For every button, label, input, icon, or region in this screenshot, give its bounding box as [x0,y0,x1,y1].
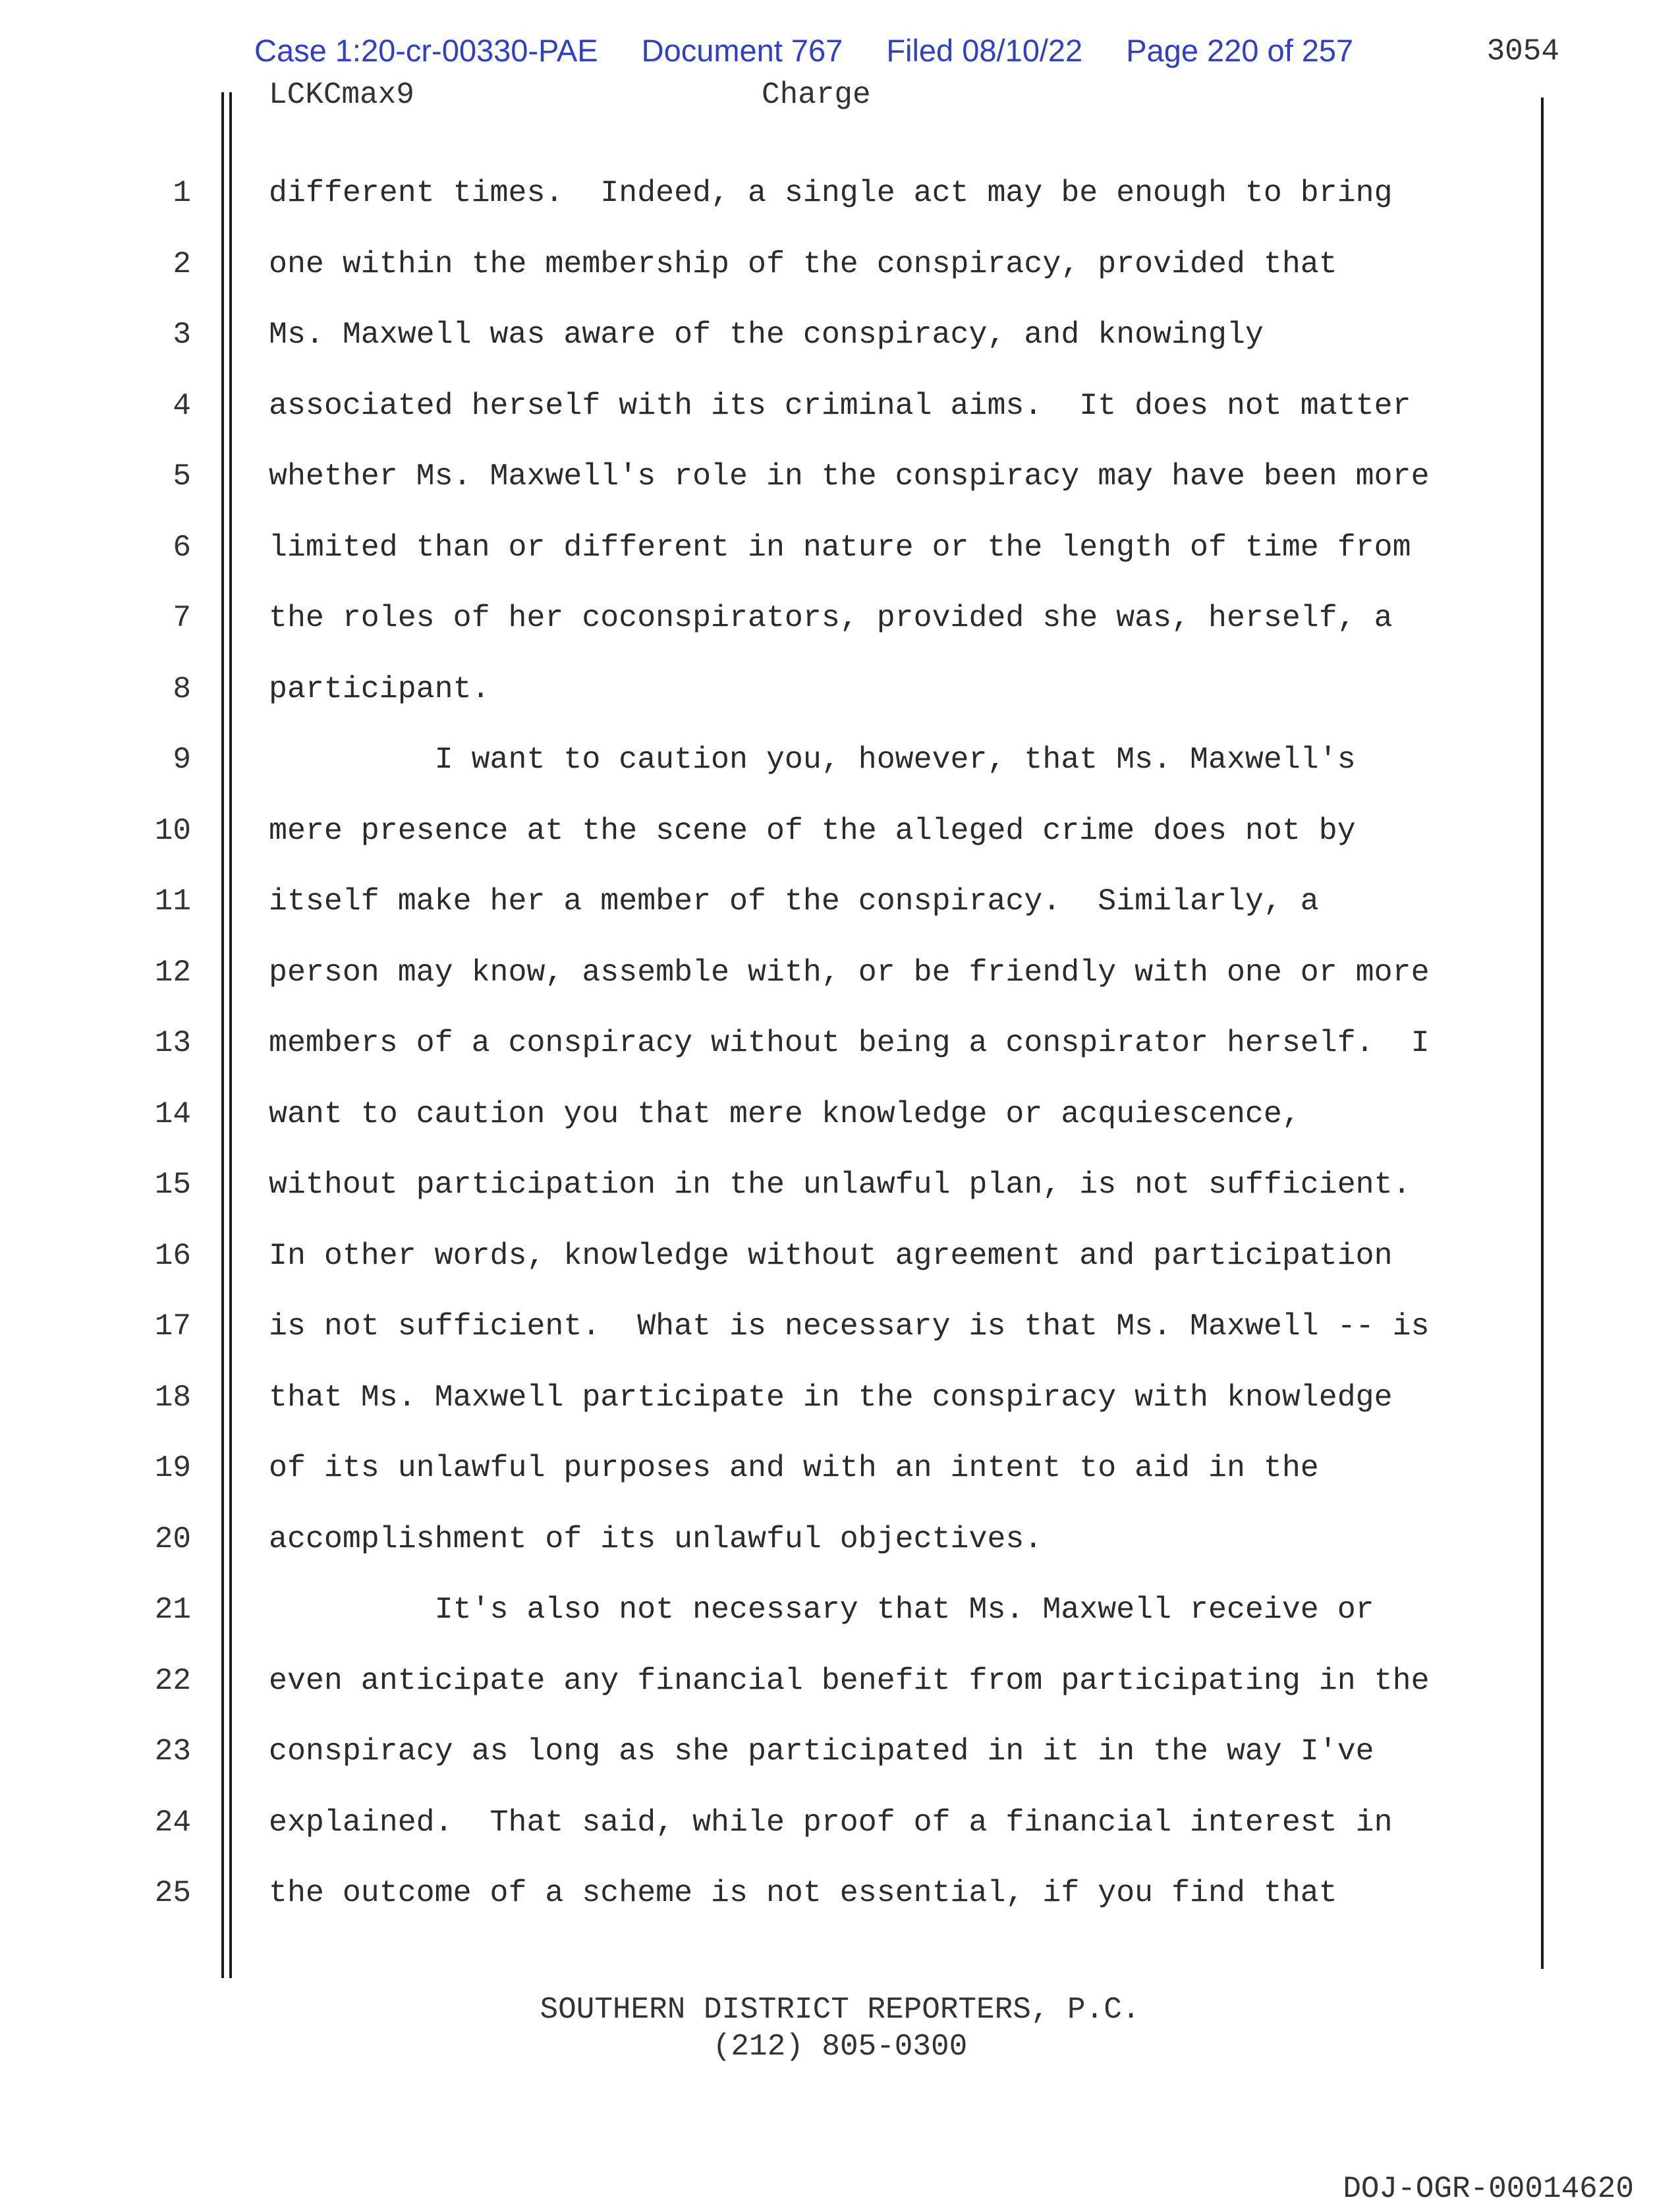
transcript-line [0,1803,1680,1856]
running-head-title: Charge [762,78,871,112]
line-number: 11 [154,884,191,919]
line-text: I want to caution you, however, that Ms. Maxwell's [269,742,1356,777]
line-number: 18 [154,1380,191,1415]
transcript-line [0,457,1680,510]
line-text: different times. Indeed, a single act may be enough to bring [269,175,1393,210]
line-number: 5 [173,459,191,494]
line-text: without participation in the unlawful plan, is not sufficient. [269,1167,1411,1202]
line-text: participant. [269,671,490,706]
line-number: 24 [154,1805,191,1840]
transcript-line [0,1591,1680,1643]
bates-number: DOJ-OGR-00014620 [1343,2172,1634,2206]
line-text: explained. That said, while proof of a financial interest in [269,1804,1393,1840]
filed-date: Filed 08/10/22 [886,32,1083,68]
line-number: 20 [154,1521,191,1556]
transcript-line [0,741,1680,793]
line-text: Ms. Maxwell was aware of the conspiracy, and knowingly [269,317,1264,352]
line-number: 1 [173,176,191,210]
line-number: 8 [173,671,191,706]
running-head-code: LCKCmax9 [269,78,414,112]
transcript-line [0,1874,1680,1927]
line-text: want to caution you that mere knowledge or acquiescence, [269,1096,1301,1131]
line-number: 21 [154,1593,191,1627]
line-number: 15 [154,1168,191,1202]
transcript-line [0,1520,1680,1573]
transcript-line [0,1166,1680,1218]
line-text: limited than or different in nature or the length of time from [269,529,1411,565]
line-number: 25 [154,1876,191,1910]
footer-reporter-phone: (212) 805-0300 [712,2029,968,2064]
transcript-line [0,174,1680,227]
transcript-line [0,245,1680,298]
line-number: 4 [173,388,191,423]
case-number: Case 1:20-cr-00330-PAE [254,32,598,68]
ecf-header-stamp [254,29,1353,71]
line-number: 23 [154,1734,191,1769]
line-number: 7 [173,601,191,635]
transcript-line [0,1307,1680,1360]
transcript-line [0,528,1680,581]
line-number: 3 [173,318,191,352]
line-number: 9 [173,743,191,777]
line-text: It's also not necessary that Ms. Maxwell receive or [269,1592,1374,1627]
line-text: person may know, assemble with, or be friendly with one or more [269,954,1430,990]
transcript-line [0,1378,1680,1431]
line-text: conspiracy as long as she participated in it in the way I've [269,1734,1374,1769]
footer-reporter-name: SOUTHERN DISTRICT REPORTERS, P.C. [540,1993,1140,2027]
transcript-line [0,599,1680,652]
line-text: even anticipate any financial benefit from participating in the [269,1662,1430,1698]
transcript-line [0,812,1680,865]
line-number: 12 [154,955,191,990]
line-text: itself make her a member of the conspiracy. Similarly, a [269,884,1319,919]
line-text: the outcome of a scheme is not essential, if you find that [269,1875,1337,1910]
line-number: 6 [173,530,191,565]
line-number: 10 [154,813,191,848]
line-text: members of a conspiracy without being a conspirator herself. I [269,1025,1430,1060]
line-number: 16 [154,1238,191,1273]
line-text: In other words, knowledge without agreement and participation [269,1237,1393,1273]
line-text: mere presence at the scene of the alleged crime does not by [269,812,1356,848]
transcript-line [0,316,1680,368]
page-of-total: Page 220 of 257 [1126,32,1354,68]
line-number: 2 [173,246,191,281]
line-number: 13 [154,1026,191,1060]
line-text: whether Ms. Maxwell's role in the conspiracy may have been more [269,459,1430,494]
transcript-line [0,1024,1680,1077]
transcript-line [0,882,1680,935]
line-number: 17 [154,1309,191,1344]
line-text: that Ms. Maxwell participate in the conspiracy with knowledge [269,1379,1393,1415]
transcript-line [0,1449,1680,1502]
transcript-line [0,1662,1680,1715]
line-text: accomplishment of its unlawful objectives. [269,1521,1043,1556]
transcript-line [0,1237,1680,1290]
transcript-page-number: 3054 [1486,34,1559,69]
line-number: 22 [154,1663,191,1698]
line-text: the roles of her coconspirators, provided she was, herself, a [269,600,1393,635]
line-number: 19 [154,1451,191,1485]
line-text: of its unlawful purposes and with an intent to aid in the [269,1450,1319,1485]
document-number: Document 767 [641,32,843,68]
line-number: 14 [154,1096,191,1131]
line-text: one within the membership of the conspiracy, provided that [269,246,1337,281]
line-text: is not sufficient. What is necessary is that Ms. Maxwell -- is [269,1309,1430,1344]
transcript-line [0,1732,1680,1785]
transcript-line [0,387,1680,440]
transcript-line [0,1095,1680,1148]
transcript-line [0,953,1680,1006]
line-text: associated herself with its criminal aims. It does not matter [269,387,1411,423]
transcript-line [0,670,1680,723]
